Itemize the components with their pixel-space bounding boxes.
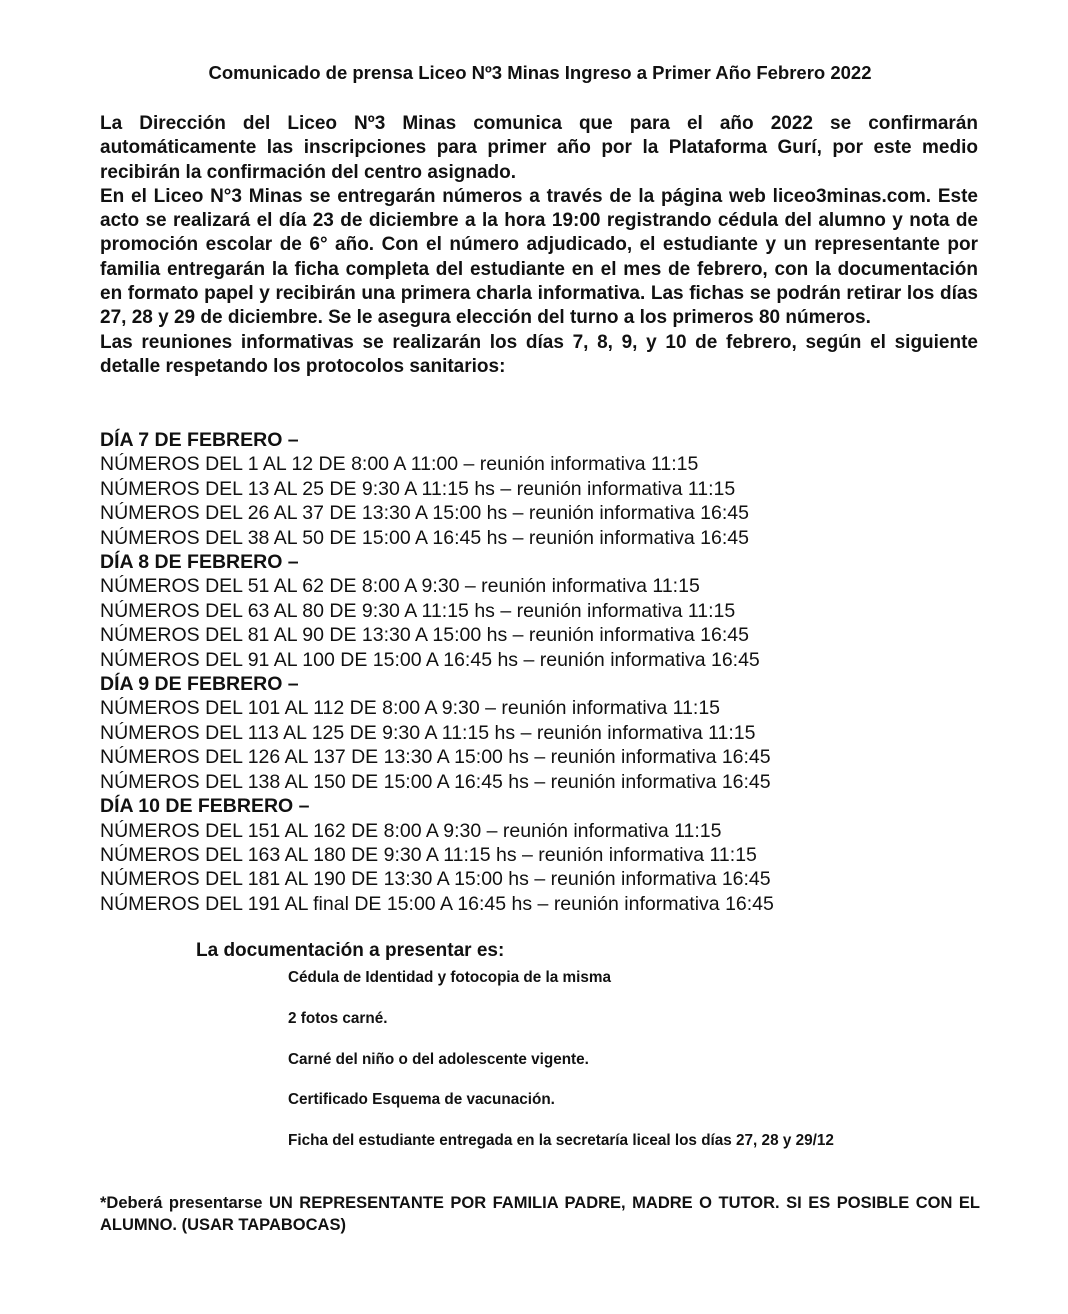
intro-paragraph-2: En el Liceo N°3 Minas se entregarán números a través de la página web liceo3minas.com. Este acto se realizará el día 23 de diciembre a la hora 19:00 registrando cédula del alumno y nota de promoción escolar de 6° año. Con el número adjudicado, el estudiante y un representante por familia entregarán la ficha completa del estudiante en el mes de febrero, con la documentación en formato papel y recibirán una primera charla informativa. Las fichas se podrán retirar los días 27, 28 y 29 de diciembre. Se le asegura elección del turno a los primeros 80 números. — [100, 185, 978, 329]
schedule-slot: NÚMEROS DEL 81 AL 90 DE 13:30 A 15:00 hs – reunión informativa 16:45 — [100, 624, 749, 647]
documentation-heading: La documentación a presentar es: — [196, 940, 505, 961]
schedule-slot: NÚMEROS DEL 63 AL 80 DE 9:30 A 11:15 hs – reunión informativa 11:15 — [100, 599, 736, 622]
schedule-slot: NÚMEROS DEL 51 AL 62 DE 8:00 A 9:30 – reunión informativa 11:15 — [100, 575, 700, 598]
day-heading-10: DÍA 10 DE FEBRERO – — [100, 795, 310, 818]
documentation-item: Certificado Esquema de vacunación. — [288, 1091, 555, 1109]
schedule-slot: NÚMEROS DEL 101 AL 112 DE 8:00 A 9:30 – reunión informativa 11:15 — [100, 697, 721, 720]
schedule-slot: NÚMEROS DEL 26 AL 37 DE 13:30 A 15:00 hs – reunión informativa 16:45 — [100, 502, 749, 525]
intro-paragraph-1: La Dirección del Liceo Nº3 Minas comunica que para el año 2022 se confirmarán automáticamente las inscripciones para primer año por la Plataforma Gurí, por este medio recibirán la confirmación del centro asignado. — [100, 113, 978, 183]
schedule-slot: NÚMEROS DEL 91 AL 100 DE 15:00 A 16:45 hs – reunión informativa 16:45 — [100, 648, 760, 671]
schedule-slot: NÚMEROS DEL 138 AL 150 DE 15:00 A 16:45 hs – reunión informativa 16:45 — [100, 770, 771, 793]
intro-section — [100, 112, 978, 379]
day-heading-9: DÍA 9 DE FEBRERO – — [100, 673, 299, 696]
documentation-list — [288, 968, 834, 1172]
documentation-item: Ficha del estudiante entregada en la secretaría liceal los días 27, 28 y 29/12 — [288, 1132, 834, 1150]
schedule-slot: NÚMEROS DEL 151 AL 162 DE 8:00 A 9:30 – reunión informativa 11:15 — [100, 819, 722, 842]
documentation-item: 2 fotos carné. — [288, 1009, 388, 1027]
footer-note: *Deberá presentarse UN REPRESENTANTE POR FAMILIA PADRE, MADRE O TUTOR. SI ES POSIBLE CON EL ALUMNO. (USAR TAPABOCAS) — [100, 1194, 980, 1234]
schedule-slot: NÚMEROS DEL 113 AL 125 DE 9:30 A 11:15 hs – reunión informativa 11:15 — [100, 721, 756, 744]
page-title: Comunicado de prensa Liceo Nº3 Minas Ingreso a Primer Año Febrero 2022 — [208, 62, 872, 83]
day-heading-8: DÍA 8 DE FEBRERO – — [100, 551, 299, 574]
schedule-slot: NÚMEROS DEL 38 AL 50 DE 15:00 A 16:45 hs – reunión informativa 16:45 — [100, 526, 749, 549]
schedule-slot: NÚMEROS DEL 181 AL 190 DE 13:30 A 15:00 hs – reunión informativa 16:45 — [100, 868, 771, 891]
schedule-slot: NÚMEROS DEL 1 AL 12 DE 8:00 A 11:00 – reunión informativa 11:15 — [100, 453, 699, 476]
schedule-slot: NÚMEROS DEL 126 AL 137 DE 13:30 A 15:00 hs – reunión informativa 16:45 — [100, 746, 771, 769]
documentation-item: Cédula de Identidad y fotocopia de la misma — [288, 969, 611, 986]
day-heading-7: DÍA 7 DE FEBRERO – — [100, 429, 299, 451]
schedule-slot: NÚMEROS DEL 191 AL final DE 15:00 A 16:45 hs – reunión informativa 16:45 — [100, 892, 774, 915]
schedule-section — [100, 428, 980, 916]
schedule-slot: NÚMEROS DEL 13 AL 25 DE 9:30 A 11:15 hs – reunión informativa 11:15 — [100, 477, 736, 500]
intro-paragraph-3: Las reuniones informativas se realizarán los días 7, 8, 9, y 10 de febrero, según el siguiente detalle respetando los protocolos sanitarios: — [100, 331, 978, 377]
schedule-slot: NÚMEROS DEL 163 AL 180 DE 9:30 A 11:15 hs – reunión informativa 11:15 — [100, 843, 757, 866]
documentation-item: Carné del niño o del adolescente vigente. — [288, 1050, 589, 1068]
